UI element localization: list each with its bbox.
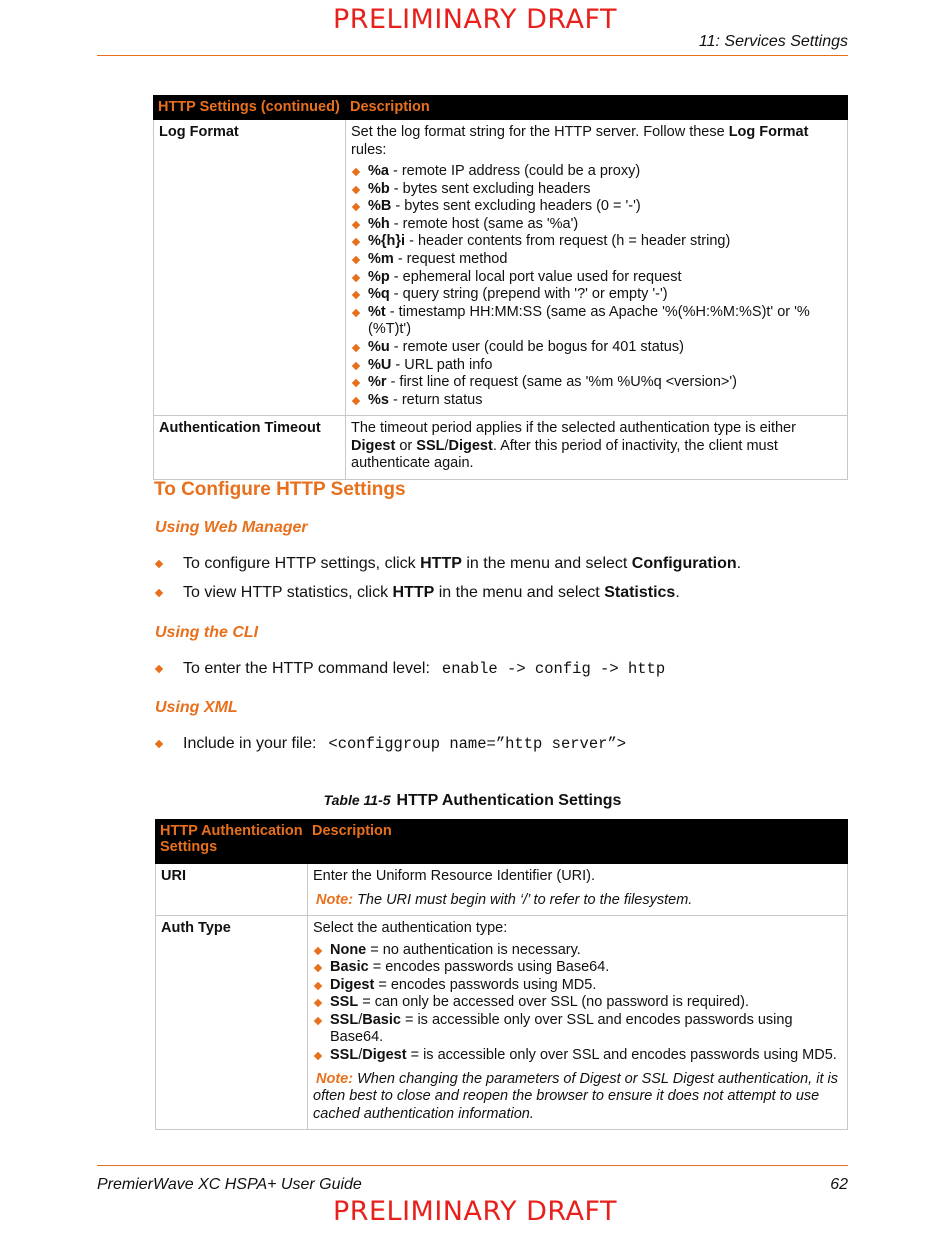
list-item: Basic = encodes passwords using Base64.: [313, 959, 842, 977]
setting-description: The timeout period applies if the selected authentication type is either Digest or SSL/Digest. After this period of inactivity, the client must authenticate again.: [346, 416, 848, 480]
table-row: [154, 416, 848, 480]
header-rule: [97, 55, 848, 56]
list-item: To configure HTTP settings, click HTTP in the menu and select Configuration.: [155, 555, 741, 573]
xml-snippet: <configgroup name=”http server”>: [328, 735, 627, 753]
bullet-icon: [155, 665, 163, 673]
http-settings-table: [153, 95, 848, 480]
list-item: %p - ephemeral local port value used for request: [351, 269, 842, 287]
list-item: %U - URL path info: [351, 357, 842, 375]
log-format-rules: [351, 163, 842, 409]
list-item: %q - query string (prepend with '?' or empty '-'): [351, 286, 842, 304]
guide-title: PremierWave XC HSPA+ User Guide: [97, 1176, 362, 1193]
subheading-cli: Using the CLI: [155, 624, 259, 641]
page-number: 62: [830, 1176, 848, 1193]
cli-command: enable -> config -> http: [441, 660, 666, 678]
column-header: HTTP Authentication Settings: [156, 820, 308, 864]
table-row: [154, 120, 848, 416]
list-item: To view HTTP statistics, click HTTP in the menu and select Statistics.: [155, 584, 680, 602]
column-header: Description: [346, 96, 848, 120]
list-item: To enter the HTTP command level: enable -> config -> http: [155, 660, 665, 678]
list-item: %r - first line of request (same as '%m %U%q <version>'): [351, 374, 842, 392]
list-item: %a - remote IP address (could be a proxy): [351, 163, 842, 181]
list-item: %h - remote host (same as '%a'): [351, 216, 842, 234]
watermark-bottom: PRELIMINARY DRAFT: [332, 1196, 618, 1227]
column-header: HTTP Settings (continued): [154, 96, 346, 120]
note: Note: The URI must begin with ‘/’ to refer to the filesystem.: [316, 891, 693, 908]
bullet-icon: [155, 560, 163, 568]
subheading-xml: Using XML: [155, 699, 238, 716]
list-item: %{h}i - header contents from request (h = header string): [351, 233, 842, 251]
list-item: %t - timestamp HH:MM:SS (same as Apache '%(%H:%M:%S)t' or '%(%T)t'): [351, 304, 842, 339]
setting-description: Select the authentication type: None = no authentication is necessary. Basic = encodes passwords using Base64. Digest = encodes passwords using MD5. SSL = can only be accessed over SSL (no password is required). SSL/Basic = is accessible only over SSL and encodes passwords using Base64. SSL/Digest = is accessible only over SSL and encodes passwords using MD5. Note: When changing the parameters of Digest or SSL Digest authentication, it is often best to close and reopen the browser to ensure it does not attempt to use cached authentication information.: [308, 916, 848, 1130]
table-row: [156, 864, 848, 916]
list-item: %b - bytes sent excluding headers: [351, 181, 842, 199]
setting-name: Auth Type: [156, 916, 308, 1130]
column-header: Description: [308, 820, 848, 864]
watermark-top: PRELIMINARY DRAFT: [332, 4, 618, 35]
subheading-web-manager: Using Web Manager: [155, 519, 308, 536]
auth-type-options: [313, 942, 842, 1065]
list-item: %m - request method: [351, 251, 842, 269]
note: Note: When changing the parameters of Digest or SSL Digest authentication, it is often best to close and reopen the browser to ensure it does not attempt to use cached authentication information.: [313, 1070, 838, 1122]
section-heading: To Configure HTTP Settings: [154, 479, 406, 500]
setting-name: Log Format: [154, 120, 346, 416]
list-item: None = no authentication is necessary.: [313, 942, 842, 960]
table-header-row: [154, 96, 848, 120]
table-header-row: [156, 820, 848, 864]
list-item: SSL/Digest = is accessible only over SSL and encodes passwords using MD5.: [313, 1047, 842, 1065]
setting-name: URI: [156, 864, 308, 916]
description-intro: Set the log format string for the HTTP server. Follow these Log Format rules:: [351, 124, 809, 158]
setting-name: Authentication Timeout: [154, 416, 346, 480]
list-item: SSL/Basic = is accessible only over SSL and encodes passwords using Base64.: [313, 1012, 842, 1047]
list-item: %s - return status: [351, 392, 842, 410]
setting-description: [346, 120, 848, 416]
http-auth-table: [155, 819, 848, 1130]
bullet-icon: [155, 589, 163, 597]
chapter-title: 11: Services Settings: [698, 33, 848, 50]
list-item: SSL = can only be accessed over SSL (no password is required).: [313, 994, 842, 1012]
bullet-icon: [155, 740, 163, 748]
list-item: Digest = encodes passwords using MD5.: [313, 977, 842, 995]
table-caption: Table 11-5 HTTP Authentication Settings: [323, 792, 622, 809]
list-item: Include in your file: <configgroup name=”http server”>: [155, 735, 626, 753]
list-item: %B - bytes sent excluding headers (0 = '-'): [351, 198, 842, 216]
footer-rule: [97, 1165, 848, 1166]
setting-description: Enter the Uniform Resource Identifier (URI). Note: The URI must begin with ‘/’ to refer to the filesystem.: [308, 864, 848, 916]
list-item: %u - remote user (could be bogus for 401 status): [351, 339, 842, 357]
table-row: [156, 916, 848, 1130]
